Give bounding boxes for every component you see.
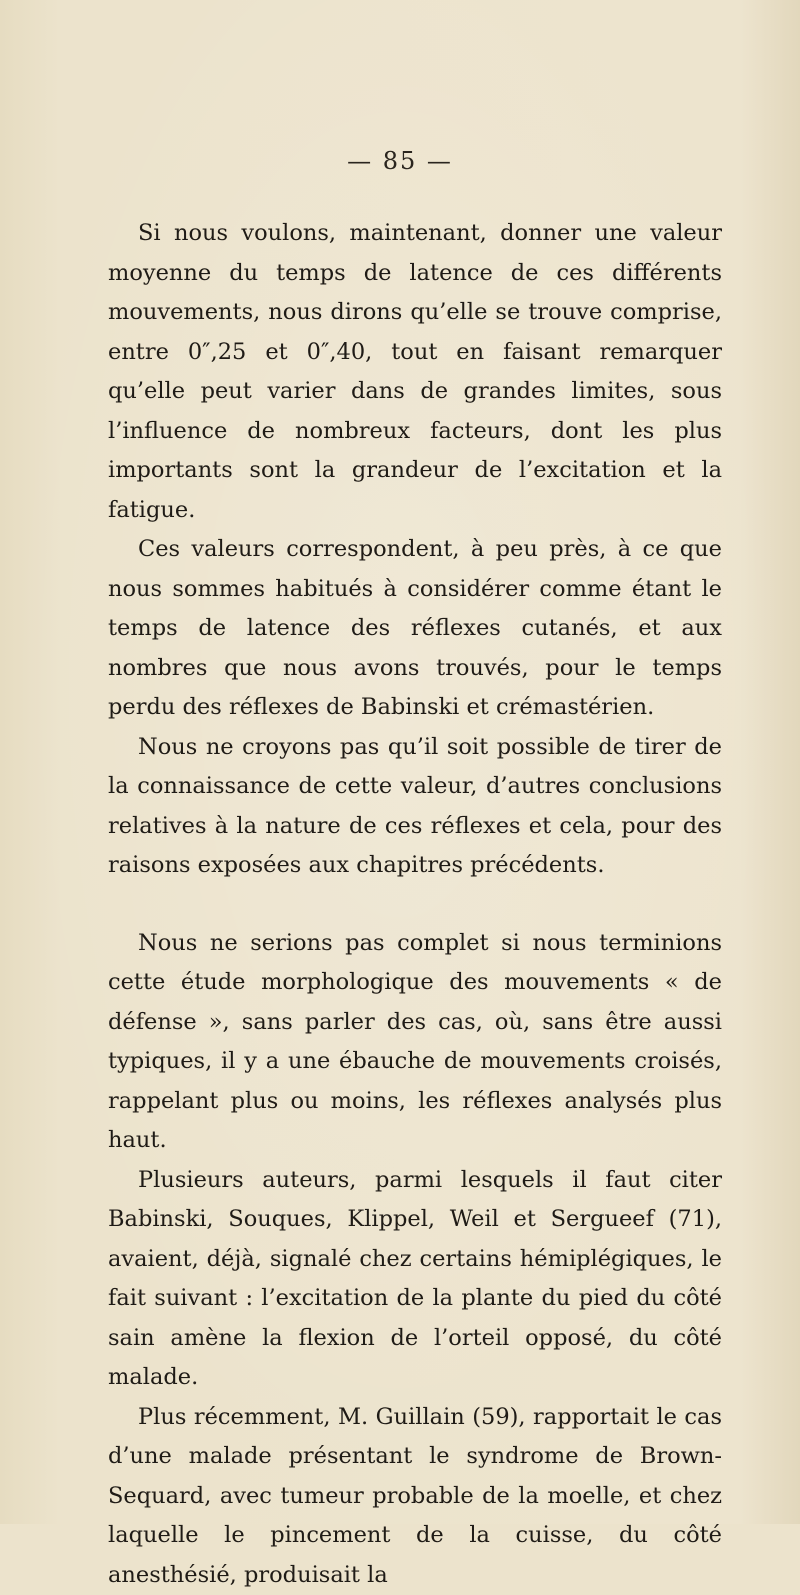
paragraph-conclusions: Nous ne croyons pas qu’il soit possible de tirer de la connaissance de cette valeur, d’autres conclusions relatives à la nature de ces réflexes et cela, pour des raisons exposées aux chapitres précédents. bbox=[108, 728, 722, 886]
paragraph-latency-value: Si nous voulons, maintenant, donner une valeur moyenne du temps de latence de ces différents mouvements, nous dirons qu’elle se trouve comprise, entre 0″,25 et 0″,40, tout en faisant remarquer qu’elle peut varier dans de grandes limites, sous l’influence de nombreux facteurs, dont les plus importants sont la grandeur de l’excitation et la fatigue. bbox=[108, 214, 722, 530]
paragraph-defense-movements: Nous ne serions pas complet si nous terminions cette étude morphologique des mouvements « de défense », sans parler des cas, où, sans être aussi typiques, il y a une ébauche de mouvements croisés, rappelant plus ou moins, les réflexes analysés plus haut. bbox=[108, 924, 722, 1161]
paragraph-cutaneous-reflexes: Ces valeurs correspondent, à peu près, à ce que nous sommes habitués à considérer comme étant le temps de latence des réflexes cutanés, et aux nombres que nous avons trouvés, pour le temps perdu des réflexes de Babinski et crémastérien. bbox=[108, 530, 722, 728]
paragraph-guillain-case: Plus récemment, M. Guillain (59), rapportait le cas d’une malade présentant le syndrome de Brown-Sequard, avec tumeur probable de la moelle, et chez laquelle le pincement de la cuisse, du côté anesthésié, produisait la bbox=[108, 1398, 722, 1595]
page-number: — 85 — bbox=[0, 147, 800, 175]
body-text bbox=[108, 214, 722, 1595]
paragraph-authors: Plusieurs auteurs, parmi lesquels il faut citer Babinski, Souques, Klippel, Weil et Sergueef (71), avaient, déjà, signalé chez certains hémiplégiques, le fait suivant : l’excitation de la plante du pied du côté sain amène la flexion de l’orteil opposé, du côté malade. bbox=[108, 1161, 722, 1398]
